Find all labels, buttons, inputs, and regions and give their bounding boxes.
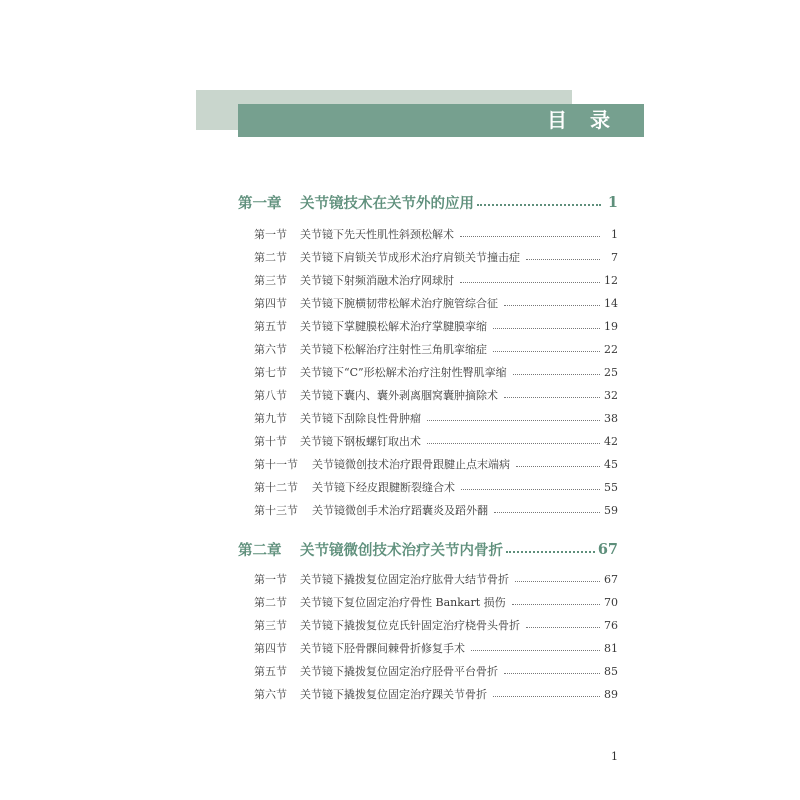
- section-entry[interactable]: [254, 386, 618, 404]
- section-page: 14: [604, 296, 618, 310]
- section-label: 第十二节: [254, 481, 298, 494]
- leader-dots: [460, 282, 600, 283]
- section-page: 22: [604, 342, 618, 356]
- leader-dots: [513, 374, 600, 375]
- section-page: 38: [604, 411, 618, 425]
- section-title: 关节镜下射频消融术治疗网球肘: [300, 274, 454, 287]
- leader-dots: [515, 581, 600, 582]
- section-title: 关节镜下掌腱膜松解术治疗掌腱膜挛缩: [300, 320, 487, 333]
- section-page: 70: [604, 595, 618, 609]
- leader-dots: [427, 443, 600, 444]
- leader-dots: [461, 489, 600, 490]
- leader-dots: [494, 512, 600, 513]
- section-page: 19: [604, 319, 618, 333]
- section-entry[interactable]: [254, 317, 618, 335]
- section-label: 第九节: [254, 412, 287, 425]
- leader-dots: [516, 466, 600, 467]
- section-label: 第四节: [254, 642, 287, 655]
- section-entry[interactable]: [254, 685, 618, 703]
- chapter-title: 关节镜微创技术治疗关节内骨折: [300, 541, 503, 559]
- section-entry[interactable]: [254, 570, 618, 588]
- leader-dots: [493, 351, 600, 352]
- section-title: 关节镜下胫骨髁间棘骨折修复手术: [300, 642, 465, 655]
- section-page: 81: [604, 641, 618, 655]
- leader-dots: [504, 305, 600, 306]
- section-entry[interactable]: [254, 616, 618, 634]
- leader-dots: [504, 397, 600, 398]
- chapter-title: 关节镜技术在关节外的应用: [300, 194, 474, 212]
- section-page: 76: [604, 618, 618, 632]
- leader-dots: [526, 627, 600, 628]
- section-entry[interactable]: [254, 248, 618, 266]
- section-title: 关节镜下先天性肌性斜颈松解术: [300, 228, 454, 241]
- section-title: 关节镜下肩锁关节成形术治疗肩锁关节撞击症: [300, 251, 520, 264]
- section-title: 关节镜下经皮跟腱断裂缝合术: [312, 481, 455, 494]
- section-page: 55: [604, 480, 618, 494]
- section-title: 关节镜下撬拨复位克氏针固定治疗桡骨头骨折: [300, 619, 520, 632]
- section-label: 第五节: [254, 665, 287, 678]
- section-page: 12: [604, 273, 618, 287]
- section-entry[interactable]: [254, 639, 618, 657]
- section-entry[interactable]: [254, 662, 618, 680]
- leader-dots: [460, 236, 600, 237]
- section-label: 第四节: [254, 297, 287, 310]
- leader-dots: [493, 696, 600, 697]
- section-label: 第八节: [254, 389, 287, 402]
- section-title: 关节镜下撬拨复位固定治疗踝关节骨折: [300, 688, 487, 701]
- section-entry[interactable]: [254, 225, 618, 243]
- section-entry[interactable]: [254, 409, 618, 427]
- chapter-entry[interactable]: [238, 537, 618, 561]
- section-label: 第一节: [254, 573, 287, 586]
- section-title: 关节镜下腕横韧带松解术治疗腕管综合征: [300, 297, 498, 310]
- section-label: 第十三节: [254, 504, 298, 517]
- leader-dots: [477, 204, 601, 206]
- section-page: 1: [611, 227, 618, 241]
- toc-title: 目 录: [547, 108, 618, 132]
- section-entry[interactable]: [254, 271, 618, 289]
- section-title: 关节镜微创技术治疗跟骨跟腱止点末端病: [312, 458, 510, 471]
- leader-dots: [526, 259, 600, 260]
- leader-dots: [506, 551, 595, 553]
- section-title: 关节镜下复位固定治疗骨性 Bankart 损伤: [300, 596, 506, 609]
- section-title: 关节镜下松解治疗注射性三角肌挛缩症: [300, 343, 487, 356]
- section-label: 第七节: [254, 366, 287, 379]
- section-page: 89: [604, 687, 618, 701]
- section-page: 85: [604, 664, 618, 678]
- section-label: 第六节: [254, 343, 287, 356]
- chapter-page: 67: [597, 540, 618, 558]
- section-title: 关节镜下囊内、囊外剥离腘窝囊肿摘除术: [300, 389, 498, 402]
- section-entry[interactable]: [254, 294, 618, 312]
- section-title: 关节镜下撬拨复位固定治疗胫骨平台骨折: [300, 665, 498, 678]
- section-page: 7: [611, 250, 618, 264]
- leader-dots: [427, 420, 600, 421]
- leader-dots: [471, 650, 600, 651]
- section-label: 第五节: [254, 320, 287, 333]
- chapter-entry[interactable]: [238, 190, 618, 214]
- chapter-page: 1: [607, 193, 618, 211]
- section-page: 25: [604, 365, 618, 379]
- section-label: 第三节: [254, 274, 287, 287]
- section-entry[interactable]: [254, 478, 618, 496]
- page-number: 1: [611, 750, 618, 763]
- section-title: 关节镜下钢板螺钉取出术: [300, 435, 421, 448]
- chapter-label: 第二章: [238, 541, 282, 559]
- section-entry[interactable]: [254, 432, 618, 450]
- section-entry[interactable]: [254, 455, 618, 473]
- section-entry[interactable]: [254, 340, 618, 358]
- section-page: 45: [604, 457, 618, 471]
- section-label: 第十节: [254, 435, 287, 448]
- section-title: 关节镜下撬拨复位固定治疗肱骨大结节骨折: [300, 573, 509, 586]
- section-label: 第二节: [254, 251, 287, 264]
- section-label: 第一节: [254, 228, 287, 241]
- section-title: 关节镜微创手术治疗蹈囊炎及蹈外翻: [312, 504, 488, 517]
- chapter-label: 第一章: [238, 194, 282, 212]
- section-page: 59: [604, 503, 618, 517]
- section-page: 67: [604, 572, 618, 586]
- section-label: 第二节: [254, 596, 287, 609]
- leader-dots: [504, 673, 600, 674]
- section-title: 关节镜下“C”形松解术治疗注射性臀肌挛缩: [300, 366, 507, 379]
- section-label: 第三节: [254, 619, 287, 632]
- section-entry[interactable]: [254, 501, 618, 519]
- section-entry[interactable]: [254, 593, 618, 611]
- section-entry[interactable]: [254, 363, 618, 381]
- section-title: 关节镜下刮除良性骨肿瘤: [300, 412, 421, 425]
- section-page: 42: [604, 434, 618, 448]
- leader-dots: [512, 604, 600, 605]
- section-page: 32: [604, 388, 618, 402]
- leader-dots: [493, 328, 600, 329]
- section-label: 第十一节: [254, 458, 298, 471]
- section-label: 第六节: [254, 688, 287, 701]
